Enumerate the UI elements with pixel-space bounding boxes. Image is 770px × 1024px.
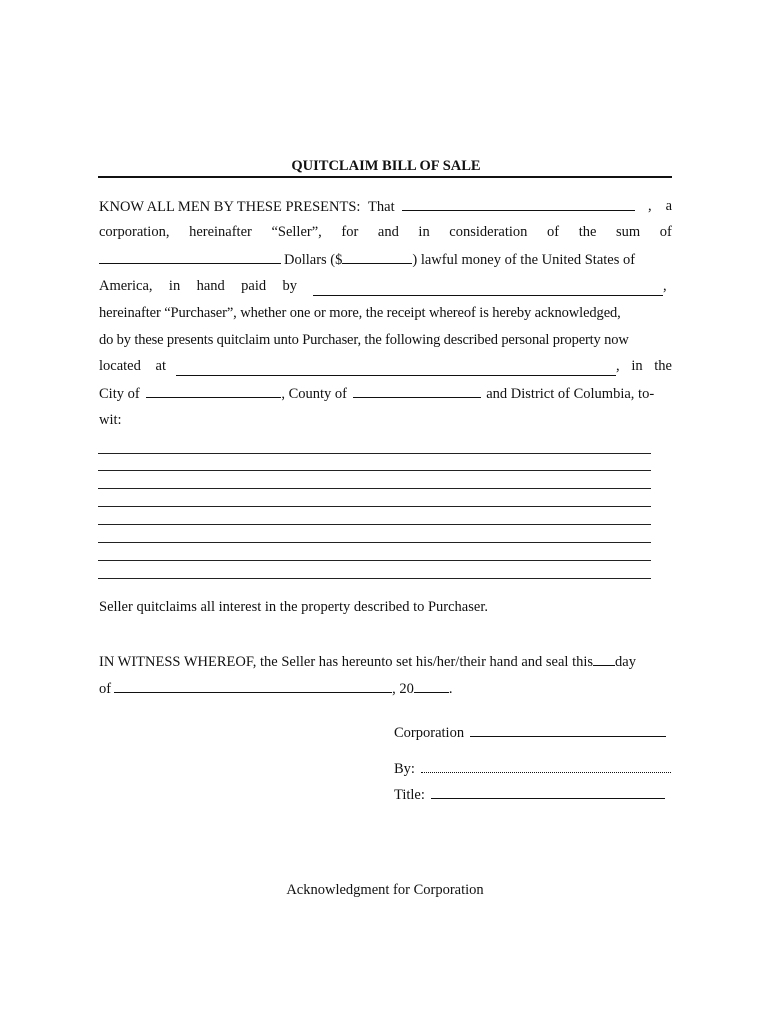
word: hereinafter	[189, 224, 252, 240]
word: hand	[196, 278, 225, 294]
word: in	[418, 224, 430, 240]
dollars-line	[99, 249, 672, 270]
know-all-text: KNOW ALL MEN BY THESE PRESENTS:	[99, 199, 361, 215]
property-line-7[interactable]	[98, 560, 651, 561]
america-words	[99, 276, 297, 296]
word: corporation,	[99, 224, 170, 240]
title-label: Title:	[394, 787, 425, 803]
in-the-text	[616, 356, 672, 376]
word: sum	[616, 224, 641, 240]
quitclaim-line	[99, 330, 672, 350]
title-underline	[98, 176, 672, 178]
word: the	[578, 224, 597, 240]
word: the	[654, 358, 672, 374]
by-blank[interactable]	[421, 758, 671, 773]
dollars-text: Dollars ($	[284, 252, 343, 268]
word: in	[168, 278, 181, 294]
location-blank[interactable]	[176, 361, 616, 376]
property-line-8[interactable]	[98, 578, 651, 579]
located-words	[99, 356, 166, 376]
quitclaim-text: do by these presents quitclaim unto Purchaser, the following described personal property now	[99, 332, 629, 348]
word: ,	[616, 358, 620, 374]
corporation-signature-line	[394, 722, 666, 743]
acknowledgment-heading: Acknowledgment for Corporation	[286, 882, 484, 898]
by-label: By:	[394, 761, 415, 777]
year-blank[interactable]	[414, 678, 449, 693]
seller-quitclaims-text: Seller quitclaims all interest in the property described to Purchaser.	[99, 599, 488, 615]
title-signature-line	[394, 784, 665, 805]
property-line-3[interactable]	[98, 488, 651, 489]
twenty-text: , 20	[392, 681, 414, 697]
word: America,	[99, 278, 153, 294]
word: at	[155, 358, 166, 374]
corporation-label: Corporation	[394, 725, 465, 741]
city-of-text: City of	[99, 386, 140, 402]
property-line-1[interactable]	[98, 453, 651, 454]
that-text: That	[368, 199, 395, 215]
property-line-6[interactable]	[98, 542, 651, 543]
comma-a-right: , a	[648, 198, 672, 214]
city-line	[99, 383, 672, 404]
day-text: day	[615, 654, 636, 670]
witness-date-line	[99, 678, 672, 699]
word: by	[282, 278, 297, 294]
corporation-line	[99, 222, 672, 242]
purchaser-text: hereinafter “Purchaser”, whether one or more, the receipt whereof is hereby acknowledged,	[99, 305, 621, 321]
property-line-2[interactable]	[98, 470, 651, 471]
located-line	[99, 356, 672, 376]
know-all-line	[99, 196, 672, 217]
word: of	[547, 224, 560, 240]
dollars-amount-blank[interactable]	[99, 249, 281, 264]
county-of-text: , County of	[281, 386, 347, 402]
word: of	[659, 224, 672, 240]
seller-name-blank[interactable]	[402, 196, 635, 211]
word: “Seller”,	[271, 224, 322, 240]
district-text: and District of Columbia, to-	[486, 386, 655, 402]
title-blank[interactable]	[431, 784, 665, 799]
word: consideration	[449, 224, 528, 240]
corporation-blank[interactable]	[470, 722, 666, 737]
word: located	[99, 358, 141, 374]
word: and	[377, 224, 399, 240]
comma-text: ,	[663, 278, 667, 294]
wit-text: wit:	[99, 412, 122, 428]
america-line	[99, 276, 672, 296]
month-blank[interactable]	[114, 678, 392, 693]
of-text: of	[99, 681, 112, 697]
dollar-figure-blank[interactable]	[342, 249, 412, 264]
property-line-5[interactable]	[98, 524, 651, 525]
word: for	[341, 224, 359, 240]
lawful-money-text: ) lawful money of the United States of	[412, 252, 636, 268]
day-blank[interactable]	[593, 651, 615, 666]
purchaser-line	[99, 303, 672, 323]
county-blank[interactable]	[353, 383, 481, 398]
by-signature-line	[394, 758, 671, 779]
document-title: QUITCLAIM BILL OF SALE	[291, 158, 481, 174]
wit-line	[99, 410, 672, 430]
purchaser-name-blank[interactable]	[313, 281, 663, 296]
witness-text: IN WITNESS WHEREOF, the Seller has hereunto set his/her/their hand and seal this	[99, 654, 594, 670]
property-line-4[interactable]	[98, 506, 651, 507]
word: paid	[241, 278, 267, 294]
period-text: .	[448, 681, 453, 697]
city-blank[interactable]	[146, 383, 281, 398]
word: in	[631, 358, 643, 374]
seller-quitclaims-line	[99, 597, 672, 617]
witness-line	[99, 651, 672, 672]
in-the	[616, 356, 672, 376]
